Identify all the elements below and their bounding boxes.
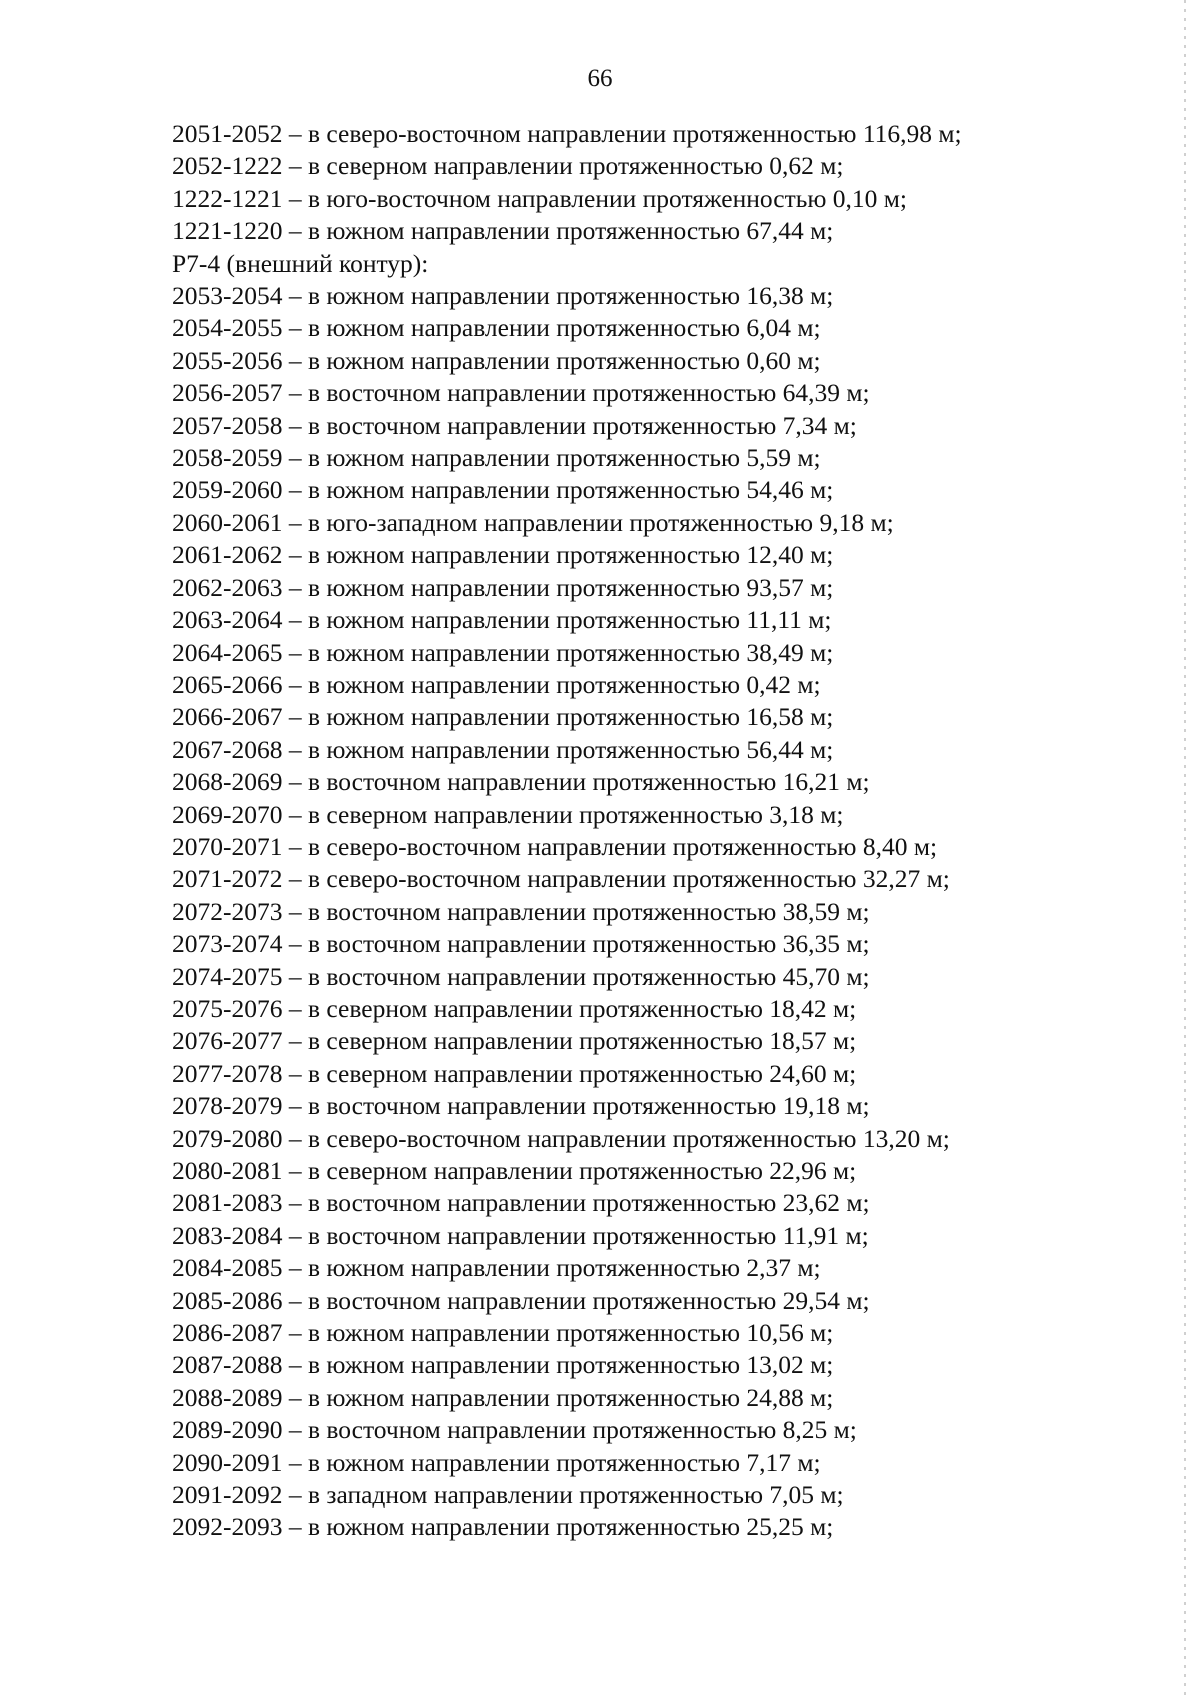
- segment-line: 2071-2072 – в северо-восточном направлении протяженностью 32,27 м;: [172, 864, 950, 894]
- segment-line: 2084-2085 – в южном направлении протяженностью 2,37 м;: [172, 1253, 821, 1283]
- segment-line: 2062-2063 – в южном направлении протяженностью 93,57 м;: [172, 572, 834, 602]
- segment-line: 2063-2064 – в южном направлении протяженностью 11,11 м;: [172, 605, 832, 635]
- segment-line: 2078-2079 – в восточном направлении протяженностью 19,18 м;: [172, 1091, 870, 1121]
- segment-line: 2072-2073 – в восточном направлении протяженностью 38,59 м;: [172, 896, 870, 926]
- segment-line: 2053-2054 – в южном направлении протяженностью 16,38 м;: [172, 281, 834, 311]
- segment-line: 2057-2058 – в восточном направлении протяженностью 7,34 м;: [172, 410, 857, 440]
- segment-line: 2064-2065 – в южном направлении протяженностью 38,49 м;: [172, 637, 834, 667]
- segment-line: 2070-2071 – в северо-восточном направлении протяженностью 8,40 м;: [172, 831, 938, 861]
- segment-line: 2083-2084 – в восточном направлении протяженностью 11,91 м;: [172, 1220, 869, 1250]
- segment-line: 2073-2074 – в восточном направлении протяженностью 36,35 м;: [172, 929, 870, 959]
- segment-line: 2091-2092 – в западном направлении протяженностью 7,05 м;: [172, 1480, 844, 1510]
- segment-line: 2065-2066 – в южном направлении протяженностью 0,42 м;: [172, 669, 821, 699]
- segment-line: 2051-2052 – в северо-восточном направлении протяженностью 116,98 м;: [172, 119, 962, 148]
- scan-edge-artifact: [1184, 0, 1186, 1696]
- segment-line: 2092-2093 – в южном направлении протяженностью 25,25 м;: [172, 1512, 834, 1542]
- segment-line: 2066-2067 – в южном направлении протяженностью 16,58 м;: [172, 702, 834, 732]
- segment-line: 2081-2083 – в восточном направлении протяженностью 23,62 м;: [172, 1188, 870, 1218]
- segment-line: 2069-2070 – в северном направлении протяженностью 3,18 м;: [172, 799, 844, 829]
- segment-line: 2068-2069 – в восточном направлении протяженностью 16,21 м;: [172, 767, 870, 797]
- segment-line: 2089-2090 – в восточном направлении протяженностью 8,25 м;: [172, 1415, 857, 1445]
- segment-line: 2060-2061 – в юго-западном направлении протяженностью 9,18 м;: [172, 507, 894, 537]
- page-number: 66: [587, 65, 613, 92]
- segment-line: 2054-2055 – в южном направлении протяженностью 6,04 м;: [172, 313, 821, 343]
- segment-line: 2080-2081 – в северном направлении протяженностью 22,96 м;: [172, 1156, 857, 1185]
- segment-line: 2074-2075 – в восточном направлении протяженностью 45,70 м;: [172, 961, 870, 991]
- segment-line: 2090-2091 – в южном направлении протяженностью 7,17 м;: [172, 1447, 821, 1477]
- segment-line: 2075-2076 – в северном направлении протяженностью 18,42 м;: [172, 993, 857, 1023]
- segment-line: 2055-2056 – в южном направлении протяженностью 0,60 м;: [172, 345, 821, 375]
- segment-line: 2077-2078 – в северном направлении протяженностью 24,60 м;: [172, 1058, 857, 1088]
- segment-line: 2087-2088 – в южном направлении протяженностью 13,02 м;: [172, 1350, 834, 1380]
- segment-line: 2061-2062 – в южном направлении протяженностью 12,40 м;: [172, 540, 834, 570]
- segment-line: 1221-1220 – в южном направлении протяженностью 67,44 м;: [172, 216, 834, 246]
- document-body: [172, 118, 1092, 1544]
- segment-line: 2052-1222 – в северном направлении протяженностью 0,62 м;: [172, 151, 844, 181]
- segment-line: 2076-2077 – в северном направлении протяженностью 18,57 м;: [172, 1026, 857, 1056]
- segment-line: 2079-2080 – в северо-восточном направлении протяженностью 13,20 м;: [172, 1123, 950, 1153]
- segment-line: 2058-2059 – в южном направлении протяженностью 5,59 м;: [172, 443, 821, 473]
- segment-line: 2085-2086 – в восточном направлении протяженностью 29,54 м;: [172, 1285, 870, 1315]
- segment-line: 1222-1221 – в юго-восточном направлении протяженностью 0,10 м;: [172, 183, 908, 213]
- segment-line: 2059-2060 – в южном направлении протяженностью 54,46 м;: [172, 475, 834, 505]
- section-heading: Р7-4 (внешний контур):: [172, 248, 429, 278]
- segment-line: 2067-2068 – в южном направлении протяженностью 56,44 м;: [172, 734, 834, 764]
- segment-line: 2088-2089 – в южном направлении протяженностью 24,88 м;: [172, 1382, 834, 1412]
- segment-line: 2056-2057 – в восточном направлении протяженностью 64,39 м;: [172, 378, 870, 408]
- segment-line: 2086-2087 – в южном направлении протяженностью 10,56 м;: [172, 1318, 834, 1348]
